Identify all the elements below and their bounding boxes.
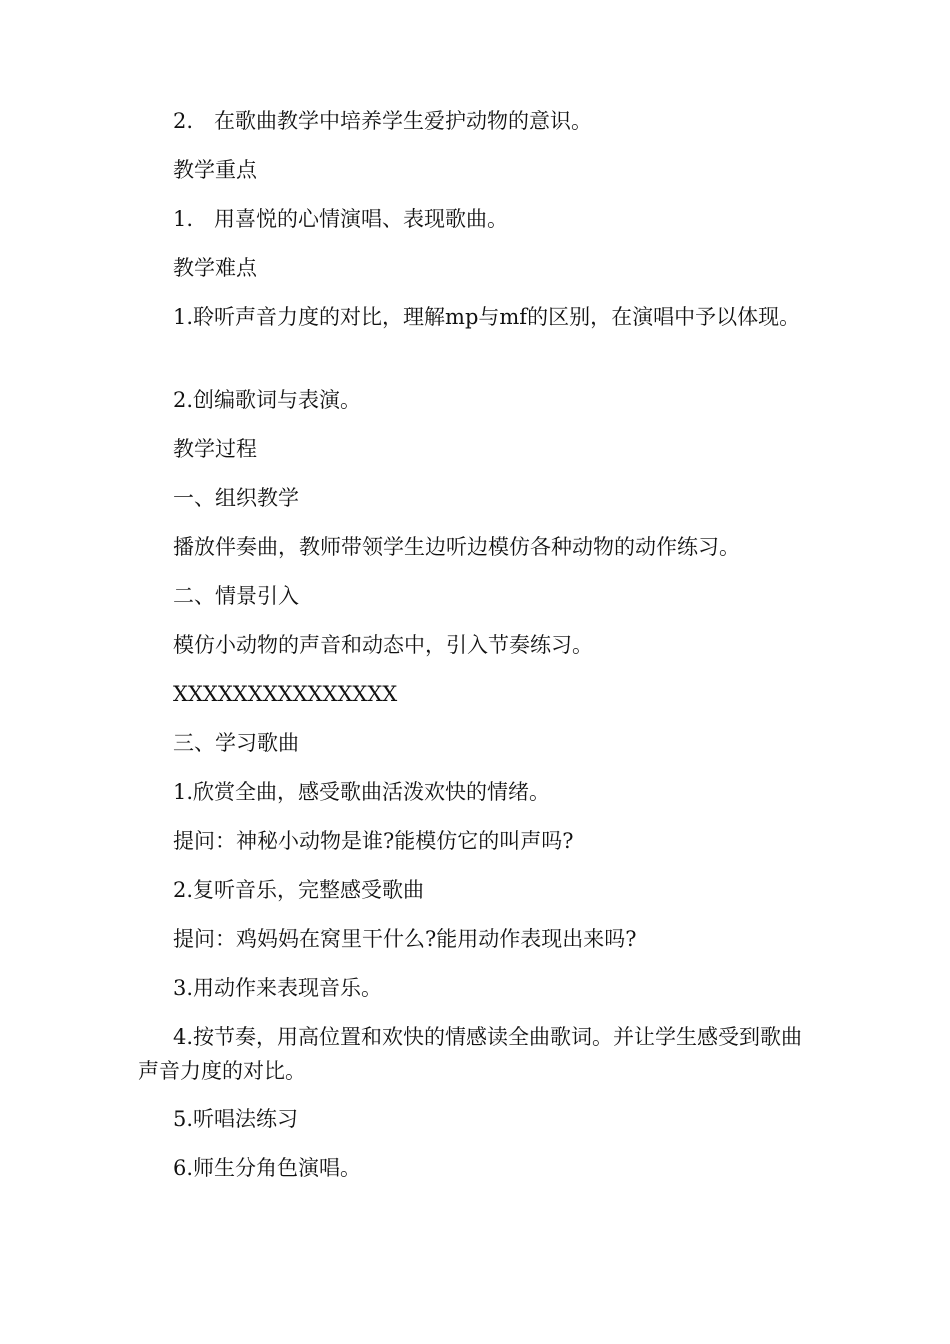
paragraph-difficulty-1: 1.聆听声音力度的对比，理解mp与mf的区别，在演唱中予以体现。 bbox=[173, 305, 801, 329]
paragraph-objective-2: 2. 在歌曲教学中培养学生爱护动物的意识。 bbox=[173, 109, 593, 133]
heading-section-2: 二、情景引入 bbox=[173, 584, 299, 608]
paragraph-step-3: 3.用动作来表现音乐。 bbox=[173, 976, 383, 1000]
paragraph-question-1: 提问：神秘小动物是谁?能模仿它的叫声吗? bbox=[173, 829, 574, 853]
paragraph-difficulty-2: 2.创编歌词与表演。 bbox=[173, 388, 362, 412]
paragraph-step-4: 4.按节奏，用高位置和欢快的情感读全曲歌词。并让学生感受到歌曲声音力度的对比。 bbox=[138, 1025, 803, 1083]
heading-section-3: 三、学习歌曲 bbox=[173, 731, 299, 755]
paragraph-section-2-body: 模仿小动物的声音和动态中，引入节奏练习。 bbox=[173, 633, 593, 657]
paragraph-question-2: 提问：鸡妈妈在窝里干什么?能用动作表现出来吗? bbox=[173, 927, 637, 951]
rhythm-pattern: XXXXXXXXXXXXXXX bbox=[173, 682, 398, 706]
paragraph-step-1: 1.欣赏全曲，感受歌曲活泼欢快的情绪。 bbox=[173, 780, 551, 804]
paragraph-key-point-1: 1. 用喜悦的心情演唱、表现歌曲。 bbox=[173, 207, 509, 231]
paragraph-step-5: 5.听唱法练习 bbox=[173, 1107, 299, 1131]
paragraph-step-6: 6.师生分角色演唱。 bbox=[173, 1156, 362, 1180]
paragraph-step-2: 2.复听音乐，完整感受歌曲 bbox=[173, 878, 425, 902]
heading-difficulties: 教学难点 bbox=[173, 256, 257, 280]
heading-section-1: 一、组织教学 bbox=[173, 486, 299, 510]
heading-process: 教学过程 bbox=[173, 437, 257, 461]
paragraph-section-1-body: 播放伴奏曲，教师带领学生边听边模仿各种动物的动作练习。 bbox=[173, 535, 740, 559]
heading-key-points: 教学重点 bbox=[173, 158, 257, 182]
